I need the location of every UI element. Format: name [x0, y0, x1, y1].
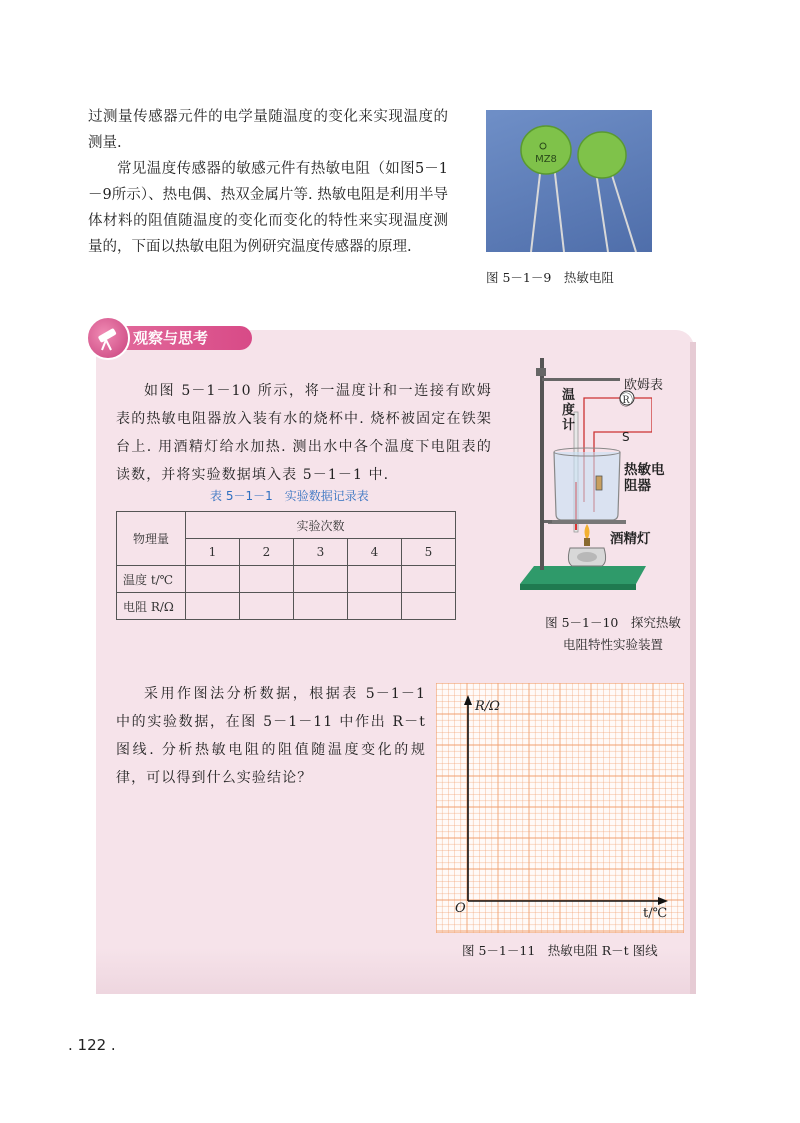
apparatus-caption [528, 612, 698, 656]
page-number: . 122 . [68, 1036, 116, 1054]
table-row [117, 593, 456, 620]
graph-grid [436, 683, 684, 933]
x-axis-label: t/℃ [643, 906, 668, 921]
observation-paragraph: 如图 5－1－10 所示，将一温度计和一连接有欧姆表的热敏电阻器放入装有水的烧杯中. 烧杯被固定在铁架台上. 用酒精灯给水加热. 测出水中各个温度下电阻表的读数，并将实验数据填入表 5－1－1 中. [116, 383, 492, 483]
table-cell [348, 593, 402, 620]
table-cell [240, 593, 294, 620]
table-cell [402, 593, 456, 620]
table-cell [186, 593, 240, 620]
thermistor-label-line: 阻器 [624, 478, 651, 494]
table-cell [186, 566, 240, 593]
thermistor-label [624, 462, 665, 494]
thermistor-marking: MZ8 [535, 154, 557, 165]
thermometer-label [562, 388, 575, 433]
ohmmeter-symbol: Ⓡ [619, 393, 633, 409]
table-cell [240, 566, 294, 593]
table-cell [402, 566, 456, 593]
graph-paper [436, 683, 684, 937]
thermistor-photo [486, 110, 652, 252]
y-axis-label: R/Ω [475, 699, 500, 714]
intro-line: 过测量传感器元件的电学量随温度的变化来实现温度的测量. [88, 109, 448, 151]
table-cell [294, 593, 348, 620]
data-record-table [116, 511, 456, 620]
table-column-header: 1 [186, 539, 240, 566]
table-cell [348, 566, 402, 593]
lamp-label: 酒精灯 [610, 531, 651, 547]
thermometer-label-char: 度 [562, 403, 576, 418]
telescope-icon [86, 316, 130, 360]
intro-text [88, 104, 448, 260]
ohmmeter-label: 欧姆表 [624, 378, 664, 393]
switch-label: S [622, 430, 630, 444]
table-column-header: 3 [294, 539, 348, 566]
apparatus-caption-line: 图 5－1－10 探究热敏 [545, 615, 681, 630]
table-column-header: 5 [402, 539, 456, 566]
origin-label: O [455, 901, 466, 916]
thermometer-label-char: 温 [562, 388, 576, 403]
table-cell [294, 566, 348, 593]
section-edge-shadow [690, 342, 696, 994]
row-label-temperature: 温度 t/℃ [117, 566, 186, 593]
table-title: 表 5－1－1 实验数据记录表 [210, 489, 369, 503]
thermistor-label-line: 热敏电 [624, 462, 665, 478]
graph-caption: 图 5－1－11 热敏电阻 R－t 图线 [462, 943, 658, 958]
photo-caption: 图 5－1－9 热敏电阻 [486, 270, 614, 285]
table-group-header: 实验次数 [186, 512, 456, 539]
table-column-header: 4 [348, 539, 402, 566]
apparatus-caption-line: 电阻特性实验装置 [562, 637, 663, 652]
table-column-header: 2 [240, 539, 294, 566]
section-title: 观察与思考 [133, 329, 209, 347]
table-corner-header: 物理量 [117, 512, 186, 566]
thermometer-label-char: 计 [562, 418, 576, 433]
row-label-resistance: 电阻 R/Ω [117, 593, 186, 620]
graph-instruction-paragraph: 采用作图法分析数据，根据表 5－1－1 中的实验数据，在图 5－1－11 中作出 R－t 图线. 分析热敏电阻的阻值随温度变化的规律，可以得到什么实验结论？ [116, 686, 426, 786]
table-row [117, 566, 456, 593]
intro-paragraph: 常见温度传感器的敏感元件有热敏电阻（如图5－1－9所示）、热电偶、热双金属片等. 热敏电阻是利用半导体材料的阻值随温度的变化而变化的特性来实现温度测量的，下面以热敏电阻为例研究温度传感器的原理. [88, 161, 448, 255]
